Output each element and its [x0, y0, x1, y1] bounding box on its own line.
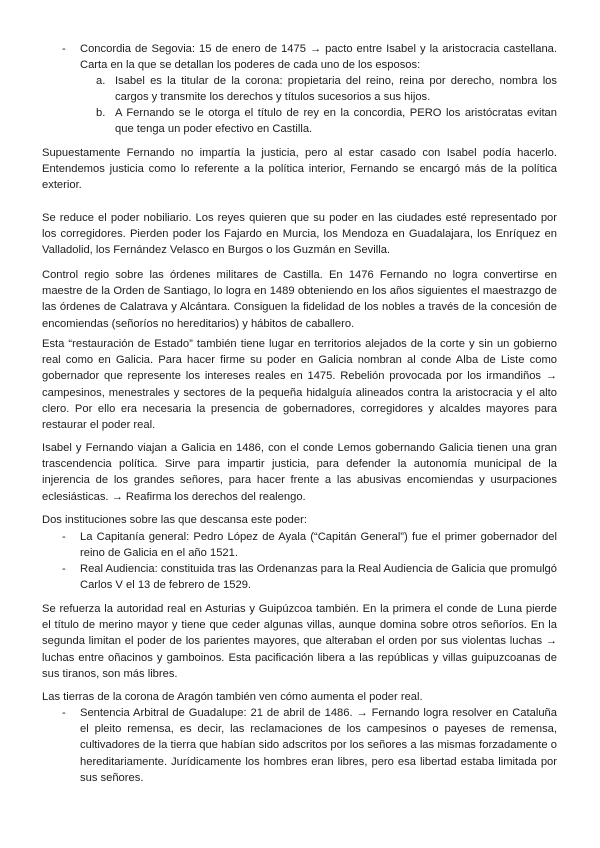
paragraph-galicia: Isabel y Fernando viajan a Galicia en 1486, con el conde Lemos gobernando Galicia tienen una gran trascendencia política. Sirve para impartir justicia, para defender la autonomía municipal de la injerencia de los grandes señores, para hacer frente a las abusivas encomiendas y usurpaciones eclesiásticas. → Reafirma los derechos del realengo. [42, 442, 557, 503]
institucion-list-item [62, 561, 557, 593]
paragraph-justicia: Supuestamente Fernando no impartía la justicia, pero al estar casado con Isabel podía hacerlo. Entendemos justicia como lo referente a la política interior, Fernando se encargó más de la política exterior. [42, 147, 557, 192]
dash-bullet: - [62, 707, 66, 719]
paragraph-nobiliario: Se reduce el poder nobiliario. Los reyes quieren que su poder en las ciudades esté representado por los corregidores. Pierden poder los Fajardo en Murcia, los Mendoza en Guadalajara, los Enríquez en Valladolid, los Fernández Velasco en Burgos o los Guzmán en Sevilla. [42, 212, 557, 257]
aragon-list-item [62, 705, 557, 786]
segovia-subitem-a [96, 73, 557, 105]
capitania-text: La Capitanía general: Pedro López de Ayala (“Capitán General”) fue el primer gobernador del reino de Galicia en el año 1521. [80, 531, 557, 560]
guadalupe-text: Sentencia Arbitral de Guadalupe: 21 de abril de 1486. → Fernando logra resolver en Cataluña el pleito remensa, es decir, las reclamaciones de los campesinos o payeses de remensa, cultivadores de la tierra que habían sido adscritos por los señores a las mismas forzadamente o hereditariamente. Jurídicamente los hombres eran libres, pero esa libertad estaba limitada por sus señores. [80, 707, 557, 784]
dash-bullet: - [62, 563, 66, 575]
dash-bullet: - [62, 43, 66, 55]
paragraph-asturias: Se refuerza la autoridad real en Asturias y Guipúzcoa también. En la primera el conde de Luna pierde el título de merino mayor y tiene que ceder algunas villas, aunque domina sobre otros señoríos. En la segunda limitan el poder de los parientes mayores, que alteraban el orden por sus violentas luchas → luchas entre oñacinos y gamboinos. Esta pacificación libera a las repúblicas y villas guipuzcoanas de sus tiranos, son más libres. [42, 603, 557, 680]
list-marker-b: b. [96, 107, 106, 119]
fernando-text: A Fernando se le otorga el título de rey en la concordia, PERO los aristócratas evitan que tenga un poder efectivo en Castilla. [115, 107, 557, 136]
dash-bullet: - [62, 531, 66, 543]
audiencia-text: Real Audiencia: constituida tras las Ordenanzas para la Real Audiencia de Galicia que promulgó Carlos V el 13 de febrero de 1529. [80, 563, 557, 592]
paragraph-ordenes: Control regio sobre las órdenes militares de Castilla. En 1476 Fernando no logra convertirse en maestre de la Orden de Santiago, lo logra en 1489 obteniendo en los años siguientes el maestrazgo de las órdenes de Calatrava y Alcántara. Consiguen la fidelidad de los nobles a través de la concesión de encomiendas (señoríos no hereditarios) y hábitos de caballero. [42, 269, 557, 330]
segovia-text: Concordia de Segovia: 15 de enero de 1475 → pacto entre Isabel y la aristocracia castellana. Carta en la que se detallan los poderes de cada uno de los esposos: [80, 43, 557, 72]
isabel-text: Isabel es la titular de la corona: propietaria del reino, reina por derecho, nombra los cargos y transmite los derechos y títulos sucesorios a sus hijos. [115, 75, 557, 104]
list-marker-a: a. [96, 75, 106, 87]
paragraph-instituciones: Dos instituciones sobre las que descansa este poder: [42, 514, 307, 526]
paragraph-aragon: Las tierras de la corona de Aragón también ven cómo aumenta el poder real. [42, 691, 423, 703]
institucion-list-item [62, 529, 557, 561]
segovia-list-item [62, 41, 557, 73]
paragraph-restauracion: Esta “restauración de Estado” también tiene lugar en territorios alejados de la corte y sin un gobierno real como en Galicia. Para hacer firme su poder en Galicia nombran al conde Alba de Liste como gobernador que represente los intereses reales en 1475. Rebelión provocada por los irmandiños → campesinos, menestrales y sectores de la pequeña hidalguía alineados contra la aristocracia y el alto clero. Por ello era necesaria la presencia de gobernadores, corregidores y alcaldes mayores para restaurar el poder real. [42, 338, 557, 432]
segovia-subitem-b [96, 105, 557, 137]
